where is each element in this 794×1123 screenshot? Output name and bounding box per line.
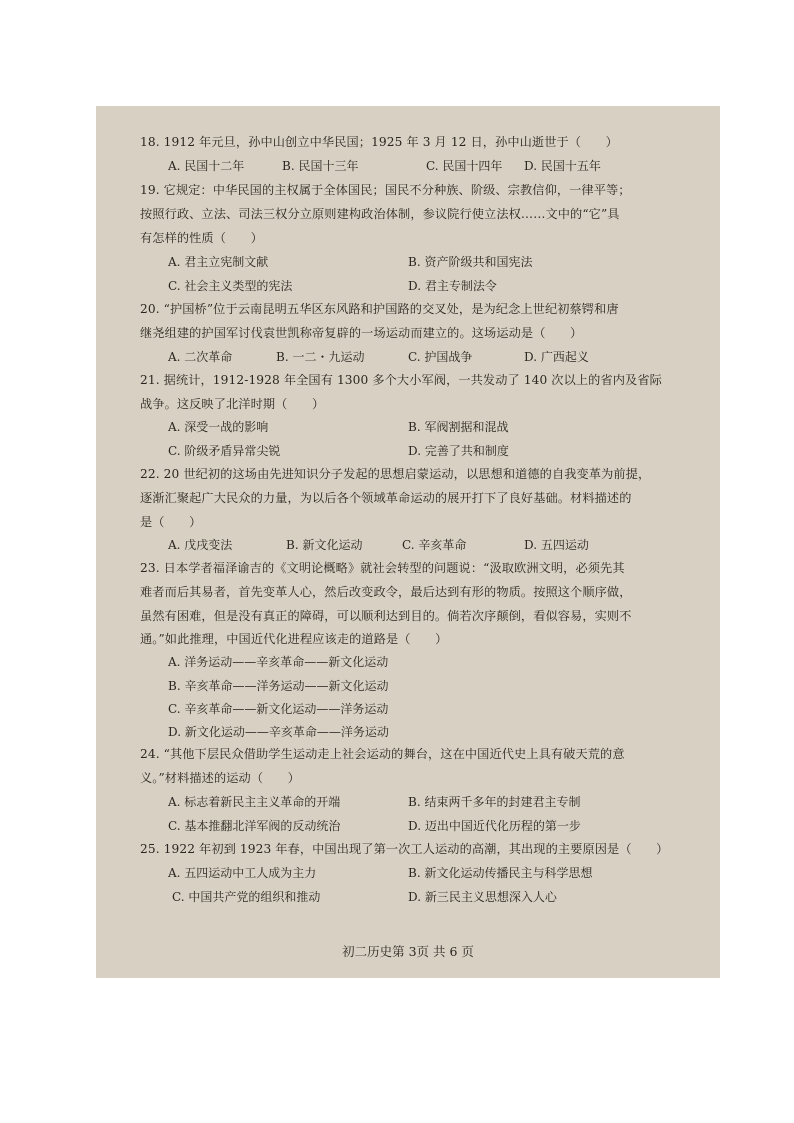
question-25-stem-line: 25. 1922 年初到 1923 年春，中国出现了第一次工人运动的高潮，其出现的主要原因是（ ） [140,842,669,856]
question-25-option-d: D. 新三民主义思想深入人心 [408,890,557,904]
question-24-option-d: D. 迈出中国近代化历程的第一步 [408,819,581,833]
question-19-stem-line: 19. 它规定：中华民国的主权属于全体国民；国民不分种族、阶级、宗教信仰，一律平等； [140,183,631,197]
question-21-stem-line: 21. 据统计，1912-1928 年全国有 1300 多个大小军阀，一共发动了 140 次以上的省内及省际 [140,373,662,387]
question-21-option-b: B. 军阀割据和混战 [408,420,509,434]
question-20-stem-line: 继尧组建的护国军讨伐袁世凯称帝复辟的一场运动而建立的。这场运动是（ ） [140,326,583,340]
question-23-option-b: B. 辛亥革命——洋务运动——新文化运动 [168,679,389,693]
question-22-option-b: B. 新文化运动 [286,538,363,552]
question-19-option-b: B. 资产阶级共和国宪法 [408,255,533,269]
question-23-stem-line: 23. 日本学者福泽谕吉的《文明论概略》就社会转型的问题说：“汲取欧洲文明，必须先其 [140,561,625,575]
question-22-option-c: C. 辛亥革命 [402,538,467,552]
question-23-option-d: D. 新文化运动——辛亥革命——洋务运动 [168,725,389,739]
question-20-option-b: B. 一二・九运动 [276,350,365,364]
question-20-stem-line: 20. “护国桥”位于云南昆明五华区东风路和护国路的交叉处，是为纪念上世纪初蔡锷和唐 [140,302,619,316]
question-23-option-c: C. 辛亥革命——新文化运动——洋务运动 [168,702,389,716]
question-22-option-a: A. 戊戌变法 [168,538,233,552]
question-23-stem-line: 难者而后其易者，首先变革人心，然后改变政令，最后达到有形的物质。按照这个顺序做， [140,585,632,599]
question-21-option-c: C. 阶级矛盾异常尖锐 [168,444,281,458]
question-23-option-a: A. 洋务运动——辛亥革命——新文化运动 [168,655,389,669]
question-21-stem-line: 战争。这反映了北洋时期（ ） [140,397,325,411]
question-23-stem-line: 通。”如此推理，中国近代化进程应该走的道路是（ ） [140,632,448,646]
question-24-option-c: C. 基本推翻北洋军阀的反动统治 [168,819,341,833]
question-25-option-c: C. 中国共产党的组织和推动 [172,890,321,904]
question-21-option-d: D. 完善了共和制度 [408,444,509,458]
exam-page-photo [96,106,720,978]
question-24-option-a: A. 标志着新民主主义革命的开端 [168,795,341,809]
question-22-option-d: D. 五四运动 [524,538,589,552]
page-footer: 初二历史第 3页 共 6 页 [342,944,474,959]
question-23-stem-line: 虽然有困难，但是没有真正的障碍，可以顺利达到目的。倘若次序颠倒，看似容易，实则不 [140,609,632,623]
question-19-stem-line: 有怎样的性质（ ） [140,231,263,245]
question-18-stem-line: 18. 1912 年元旦，孙中山创立中华民国；1925 年 3 月 12 日，孙中山逝世于（ ） [140,135,618,149]
question-22-stem-line: 22. 20 世纪初的这场由先进知识分子发起的思想启蒙运动，以思想和道德的自我变革为前提， [140,467,651,481]
question-19-option-d: D. 君主专制法令 [408,279,497,293]
question-18-option-d: D. 民国十五年 [524,159,601,173]
question-24-stem-line: 24. “其他下层民众借助学生运动走上社会运动的舞台，这在中国近代史上具有破天荒的意 [140,747,625,761]
question-19-stem-line: 按照行政、立法、司法三权分立原则建构政治体制，参议院行使立法权……文中的“它”具 [140,207,620,221]
question-19-option-c: C. 社会主义类型的宪法 [168,279,293,293]
question-20-option-c: C. 护国战争 [408,350,473,364]
question-19-option-a: A. 君主立宪制文献 [168,255,269,269]
question-21-option-a: A. 深受一战的影响 [168,420,269,434]
question-22-stem-line: 是（ ） [140,515,202,529]
question-18-option-a: A. 民国十二年 [168,159,245,173]
question-25-option-b: B. 新文化运动传播民主与科学思想 [408,866,593,880]
question-24-option-b: B. 结束两千多年的封建君主专制 [408,795,581,809]
question-24-stem-line: 义。”材料描述的运动（ ） [140,771,300,785]
question-18-option-b: B. 民国十三年 [282,159,359,173]
question-20-option-d: D. 广西起义 [524,350,589,364]
question-22-stem-line: 逐渐汇聚起广大民众的力量，为以后各个领域革命运动的展开打下了良好基础。材料描述的 [140,491,632,505]
question-20-option-a: A. 二次革命 [168,350,233,364]
question-25-option-a: A. 五四运动中工人成为主力 [168,866,317,880]
question-18-option-c: C. 民国十四年 [426,159,503,173]
question-list [96,106,720,978]
